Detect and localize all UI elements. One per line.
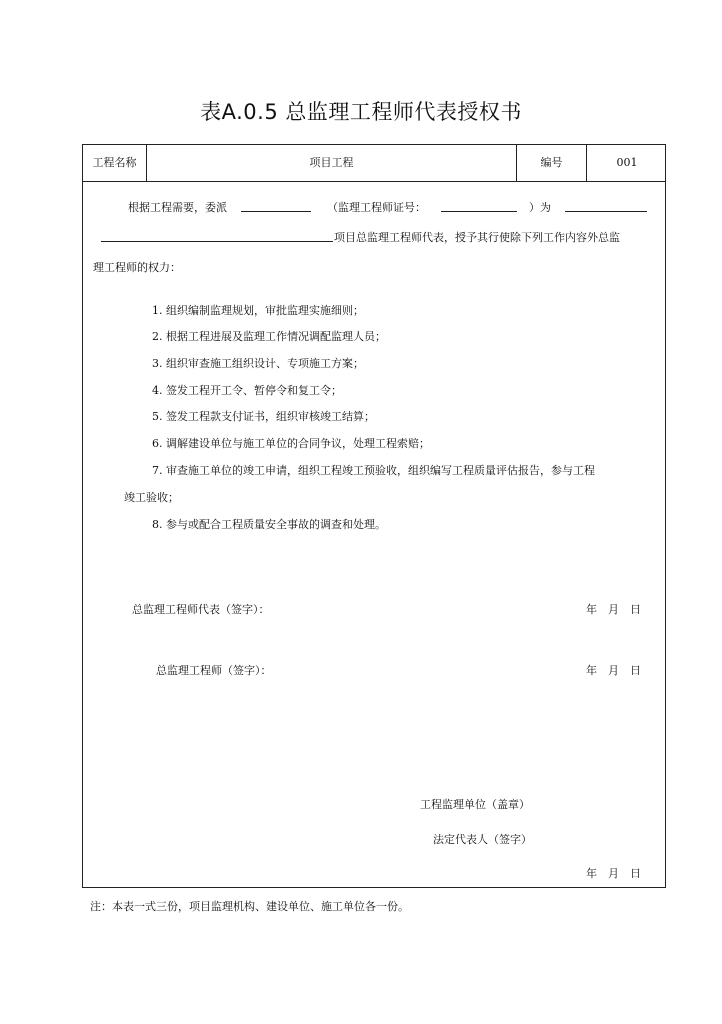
final-date[interactable]: 年 月 日	[586, 867, 641, 880]
authorization-form	[82, 144, 666, 888]
chief-signature-label: 总监理工程师（签字）：	[156, 664, 272, 677]
list-item: 1. 组织编制监理规划，审批监理实施细则；	[152, 304, 364, 317]
intro-text-line2: 项目总监理工程师代表，授予其行使除下列工作内容外总监	[334, 231, 620, 244]
cert-number-field[interactable]	[441, 211, 517, 212]
project-name-label: 工程名称	[83, 145, 147, 181]
supervision-unit-seal-label: 工程监理单位（盖章）	[420, 798, 530, 811]
legal-rep-signature-label: 法定代表人（签字）	[433, 833, 532, 846]
delegate-name-field[interactable]	[241, 211, 311, 212]
intro-text-cert: （监理工程师证号：	[327, 201, 426, 214]
list-item: 2. 根据工程进展及监理工作情况调配监理人员；	[152, 330, 386, 343]
page-title: 表A.0.5 总监理工程师代表授权书	[200, 100, 522, 124]
number-label: 编号	[517, 145, 587, 181]
footer-note: 注：本表一式三份，项目监理机构、建设单位、施工单位各一份。	[90, 900, 409, 913]
chief-signature-date[interactable]: 年 月 日	[586, 664, 641, 677]
list-item: 5. 签发工程款支付证书，组织审核竣工结算；	[152, 410, 375, 423]
number-value[interactable]: 001	[616, 156, 638, 169]
rep-signature-date[interactable]: 年 月 日	[586, 603, 641, 616]
intro-text-line3: 理工程师的权力：	[93, 261, 181, 274]
list-item: 3. 组织审查施工组织设计、专项施工方案；	[152, 357, 364, 370]
header-row	[83, 145, 665, 182]
list-item: 4. 签发工程开工令、暂停令和复工令；	[152, 384, 342, 397]
project-field[interactable]	[565, 211, 647, 212]
list-item: 6. 调解建设单位与施工单位的合同争议，处理工程索赔；	[152, 437, 430, 450]
list-item: 7. 审查施工单位的竣工申请，组织工程竣工预验收，组织编写工程质量评估报告，参与工程	[152, 464, 595, 477]
list-item-continuation: 竣工验收；	[124, 491, 179, 504]
list-item: 8. 参与或配合工程质量安全事故的调查和处理。	[152, 518, 386, 531]
project-name-value[interactable]: 项目工程	[147, 145, 517, 181]
intro-text-as: ）为	[529, 201, 551, 214]
rep-signature-label: 总监理工程师代表（签字）：	[132, 603, 270, 616]
intro-text-entrust: 根据工程需要，委派	[128, 201, 227, 214]
project-name-field[interactable]	[101, 241, 333, 242]
